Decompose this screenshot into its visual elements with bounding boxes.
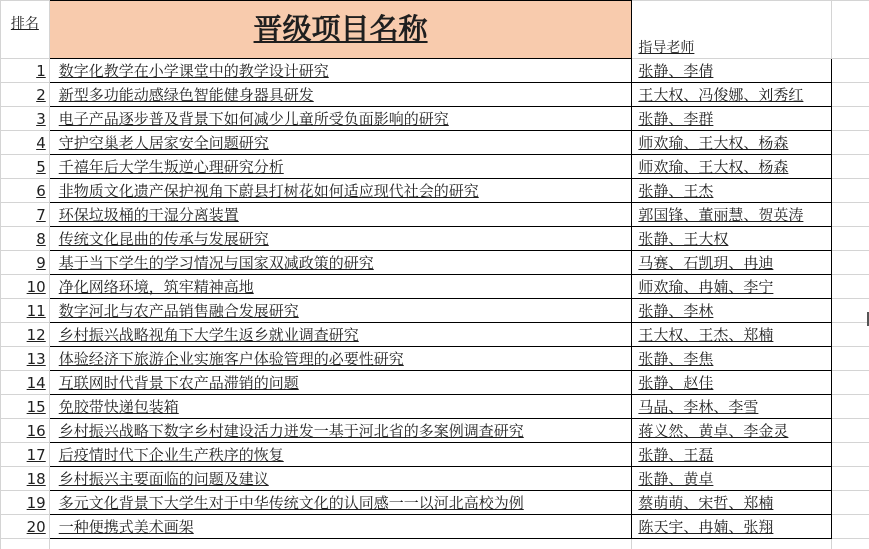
rank-cell[interactable]: 13 (1, 347, 50, 371)
project-title-cell[interactable]: 守护空巢老人居家安全问题研究 (49, 131, 632, 155)
project-title-cell[interactable]: 体验经济下旅游企业实施客户体验管理的必要性研究 (49, 347, 632, 371)
advisor-cell[interactable]: 陈天宇、冉婻、张翔 (632, 515, 832, 539)
table-row (1, 179, 869, 203)
table-row (1, 83, 869, 107)
empty-cell[interactable] (832, 1, 869, 59)
empty-cell[interactable] (832, 107, 869, 131)
empty-cell[interactable] (832, 347, 869, 371)
empty-cell[interactable] (832, 443, 869, 467)
partial-row (1, 539, 869, 549)
rank-cell[interactable]: 5 (1, 155, 50, 179)
advisor-cell[interactable]: 张静、王磊 (632, 443, 832, 467)
project-title-cell[interactable]: 净化网络环境，筑牢精神高地 (49, 275, 632, 299)
project-title-cell[interactable]: 数字化教学在小学课堂中的教学设计研究 (49, 59, 632, 83)
table-row (1, 491, 869, 515)
project-title-cell[interactable]: 电子产品逐步普及背景下如何减少儿童所受负面影响的研究 (49, 107, 632, 131)
project-title-cell[interactable]: 乡村振兴战略视角下大学生返乡就业调查研究 (49, 323, 632, 347)
project-title-cell[interactable]: 后疫情时代下企业生产秩序的恢复 (49, 443, 632, 467)
project-title-cell[interactable]: 环保垃圾桶的干湿分离装置 (49, 203, 632, 227)
table-row (1, 371, 869, 395)
empty-cell[interactable] (832, 59, 869, 83)
table-row (1, 323, 869, 347)
project-title-cell[interactable]: 免胶带快递包装箱 (49, 395, 632, 419)
advisor-cell[interactable]: 师欢瑜、冉婻、李宁 (632, 275, 832, 299)
rank-cell[interactable]: 15 (1, 395, 50, 419)
rank-cell[interactable]: 17 (1, 443, 50, 467)
advisor-cell[interactable]: 张静、王杰 (632, 179, 832, 203)
advisor-cell[interactable]: 马晶、李林、李雪 (632, 395, 832, 419)
advisor-cell[interactable]: 王大权、王杰、郑楠 (632, 323, 832, 347)
advisor-cell[interactable]: 师欢瑜、王大权、杨森 (632, 155, 832, 179)
project-title-cell[interactable]: 新型多功能动感绿色智能健身器具研发 (49, 83, 632, 107)
rank-cell[interactable]: 16 (1, 419, 50, 443)
empty-cell[interactable] (832, 275, 869, 299)
empty-cell[interactable] (832, 203, 869, 227)
advisor-cell[interactable]: 王大权、冯俊娜、刘秀红 (632, 83, 832, 107)
advisor-cell[interactable]: 马赛、石凯玥、冉迪 (632, 251, 832, 275)
header-title[interactable]: 晋级项目名称 (49, 1, 632, 59)
empty-cell[interactable] (832, 491, 869, 515)
advisor-cell[interactable]: 张静、黄卓 (632, 467, 832, 491)
empty-cell[interactable] (832, 131, 869, 155)
empty-cell[interactable] (49, 539, 632, 549)
advisor-cell[interactable]: 张静、李林 (632, 299, 832, 323)
rank-cell[interactable]: 2 (1, 83, 50, 107)
advisor-cell[interactable]: 张静、李焦 (632, 347, 832, 371)
advisor-cell[interactable]: 张静、李群 (632, 107, 832, 131)
table-row (1, 227, 869, 251)
project-title-cell[interactable]: 多元文化背景下大学生对于中华传统文化的认同感一一以河北高校为例 (49, 491, 632, 515)
project-title-cell[interactable]: 乡村振兴主要面临的问题及建议 (49, 467, 632, 491)
rank-cell[interactable]: 7 (1, 203, 50, 227)
table-row (1, 347, 869, 371)
rank-cell[interactable]: 19 (1, 491, 50, 515)
advisor-cell[interactable]: 蒋义然、黄卓、李金灵 (632, 419, 832, 443)
empty-cell[interactable] (832, 395, 869, 419)
table-row (1, 395, 869, 419)
empty-cell[interactable] (832, 251, 869, 275)
header-advisor[interactable]: 指导老师 (632, 1, 832, 59)
table-row (1, 419, 869, 443)
project-title-cell[interactable]: 传统文化昆曲的传承与发展研究 (49, 227, 632, 251)
empty-cell[interactable] (632, 539, 832, 549)
advisor-cell[interactable]: 张静、李倩 (632, 59, 832, 83)
empty-cell[interactable] (832, 227, 869, 251)
table-row (1, 107, 869, 131)
rank-cell[interactable]: 18 (1, 467, 50, 491)
empty-cell[interactable] (832, 299, 869, 323)
table-row (1, 59, 869, 83)
rank-cell[interactable]: 1 (1, 59, 50, 83)
table-row (1, 443, 869, 467)
empty-cell[interactable] (1, 539, 50, 549)
table-row (1, 131, 869, 155)
rank-cell[interactable]: 6 (1, 179, 50, 203)
empty-cell[interactable] (832, 467, 869, 491)
advisor-cell[interactable]: 张静、王大权 (632, 227, 832, 251)
table-row (1, 203, 869, 227)
table-row (1, 155, 869, 179)
empty-cell[interactable] (832, 419, 869, 443)
project-title-cell[interactable]: 数字河北与农产品销售融合发展研究 (49, 299, 632, 323)
rank-cell[interactable]: 10 (1, 275, 50, 299)
table-row (1, 299, 869, 323)
project-title-cell[interactable]: 基于当下学生的学习情况与国家双减政策的研究 (49, 251, 632, 275)
rank-cell[interactable]: 12 (1, 323, 50, 347)
header-row (1, 1, 869, 59)
empty-cell[interactable] (832, 323, 869, 347)
rank-cell[interactable]: 8 (1, 227, 50, 251)
table-row (1, 275, 869, 299)
empty-cell[interactable] (832, 371, 869, 395)
advisor-cell[interactable]: 师欢瑜、王大权、杨森 (632, 131, 832, 155)
advisor-cell[interactable]: 蔡萌萌、宋哲、郑楠 (632, 491, 832, 515)
rank-cell[interactable]: 14 (1, 371, 50, 395)
rank-cell[interactable]: 20 (1, 515, 50, 539)
project-title-cell[interactable]: 非物质文化遗产保护视角下蔚县打树花如何适应现代社会的研究 (49, 179, 632, 203)
header-rank[interactable]: 排名 (1, 1, 50, 59)
project-title-cell[interactable]: 一种便携式美术画架 (49, 515, 632, 539)
rank-cell[interactable]: 4 (1, 131, 50, 155)
rank-cell[interactable]: 9 (1, 251, 50, 275)
advisor-cell[interactable]: 郭国锋、董丽慧、贺英涛 (632, 203, 832, 227)
empty-cell[interactable] (832, 539, 869, 549)
rank-cell[interactable]: 11 (1, 299, 50, 323)
table-row (1, 251, 869, 275)
empty-cell[interactable] (832, 155, 869, 179)
table-row (1, 467, 869, 491)
empty-cell[interactable] (832, 83, 869, 107)
project-title-cell[interactable]: 千禧年后大学生叛逆心理研究分析 (49, 155, 632, 179)
advisor-cell[interactable]: 张静、赵佳 (632, 371, 832, 395)
rank-cell[interactable]: 3 (1, 107, 50, 131)
project-title-cell[interactable]: 互联网时代背景下农产品滞销的问题 (49, 371, 632, 395)
project-title-cell[interactable]: 乡村振兴战略下数字乡村建设活力迸发一基于河北省的多案例调查研究 (49, 419, 632, 443)
empty-cell[interactable] (832, 179, 869, 203)
